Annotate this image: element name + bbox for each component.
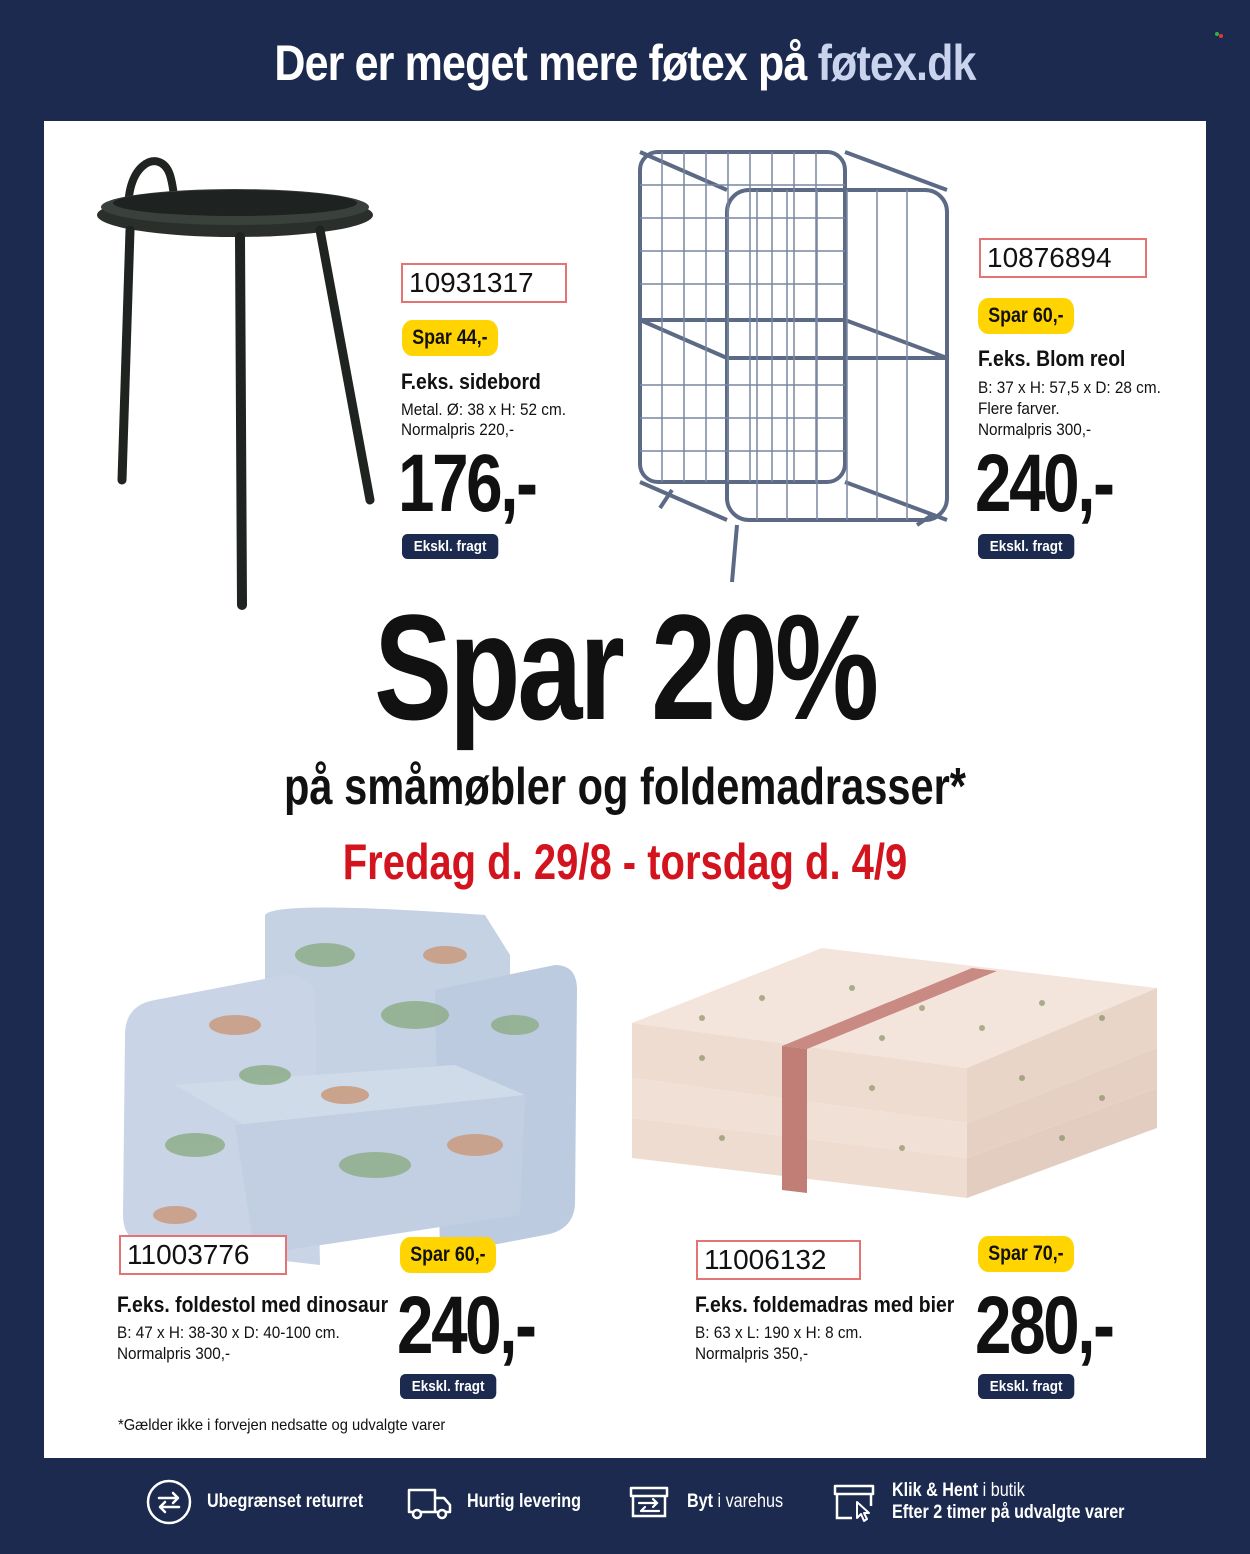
return-arrows-icon — [145, 1478, 193, 1526]
delivery-truck-icon — [405, 1478, 453, 1526]
promo-headline: Spar 20% — [374, 583, 876, 751]
product-title: F.eks. Blom reol — [978, 346, 1126, 371]
product-title: F.eks. sidebord — [401, 369, 541, 394]
freight-badge: Ekskl. fragt — [978, 1374, 1074, 1399]
store-exchange-icon — [625, 1478, 673, 1526]
footer-click-collect-text — [892, 1480, 1166, 1524]
footer-click-collect[interactable] — [830, 1474, 1166, 1530]
side-table-image — [90, 145, 380, 615]
product-price: 240,- — [397, 1280, 535, 1371]
freight-badge: Ekskl. fragt — [402, 534, 498, 559]
product-code: 10876894 — [979, 238, 1147, 278]
product-price: 176,- — [398, 438, 536, 529]
product-price: 240,- — [975, 438, 1113, 529]
product-normal-price: Normalpris 350,- — [695, 1344, 809, 1363]
footer-click-collect-sub: Efter 2 timer på udvalgte varer — [892, 1502, 1125, 1523]
product-normal-price: Normalpris 300,- — [978, 420, 1092, 439]
footer-delivery-label: Hurtig levering — [467, 1491, 581, 1512]
footer-returns[interactable] — [145, 1474, 391, 1530]
folding-mattress-image — [622, 948, 1162, 1208]
footer-delivery[interactable] — [405, 1474, 601, 1530]
freight-badge: Ekskl. fragt — [978, 534, 1074, 559]
exchange-bold: Byt — [687, 1491, 714, 1512]
product-price: 280,- — [975, 1280, 1113, 1371]
product-code: 11006132 — [696, 1240, 861, 1280]
product-title: F.eks. foldemadras med bier — [695, 1292, 955, 1317]
footer-exchange[interactable] — [625, 1474, 800, 1530]
footnote: *Gælder ikke i forvejen nedsatte og udvalgte varer — [118, 1417, 446, 1434]
product-title: F.eks. foldestol med dinosaur — [117, 1292, 389, 1317]
spar-badge: Spar 70,- — [978, 1236, 1074, 1272]
spar-badge: Spar 60,- — [978, 298, 1074, 334]
product-code: 11003776 — [119, 1235, 287, 1275]
spar-badge: Spar 60,- — [400, 1237, 496, 1273]
footer-returns-label: Ubegrænset returret — [207, 1491, 364, 1512]
promo-subheadline: på småmøbler og foldemadrasser* — [283, 758, 966, 816]
product-normal-price: Normalpris 300,- — [117, 1344, 231, 1363]
title-domain[interactable]: føtex.dk — [817, 35, 976, 91]
promo-dates: Fredag d. 29/8 - torsdag d. 4/9 — [342, 834, 908, 890]
product-desc: Flere farver. — [978, 399, 1060, 418]
product-desc: B: 37 x H: 57,5 x D: 28 cm. — [978, 378, 1161, 397]
dinosaur-chair-image — [115, 895, 580, 1275]
brand-mark-icon — [1214, 30, 1224, 40]
freight-badge: Ekskl. fragt — [400, 1374, 496, 1399]
product-desc: B: 63 x L: 190 x H: 8 cm. — [695, 1323, 863, 1342]
title-main: Der er meget mere føtex på — [274, 35, 818, 91]
footer-exchange-label — [687, 1491, 783, 1513]
spar-badge: Spar 44,- — [402, 320, 498, 356]
product-normal-price: Normalpris 220,- — [401, 420, 515, 439]
click-collect-store-icon — [830, 1478, 878, 1526]
clickcollect-bold: Klik & Hent — [892, 1480, 979, 1501]
product-desc: B: 47 x H: 38-30 x D: 40-100 cm. — [117, 1323, 340, 1342]
product-desc: Metal. Ø: 38 x H: 52 cm. — [401, 400, 566, 419]
exchange-rest: i varehus — [713, 1491, 784, 1512]
footer-click-collect-label — [892, 1480, 1124, 1502]
wire-shelf-image — [632, 130, 954, 590]
clickcollect-rest: i butik — [978, 1480, 1025, 1501]
page-title — [88, 34, 1163, 92]
product-code: 10931317 — [401, 263, 567, 303]
